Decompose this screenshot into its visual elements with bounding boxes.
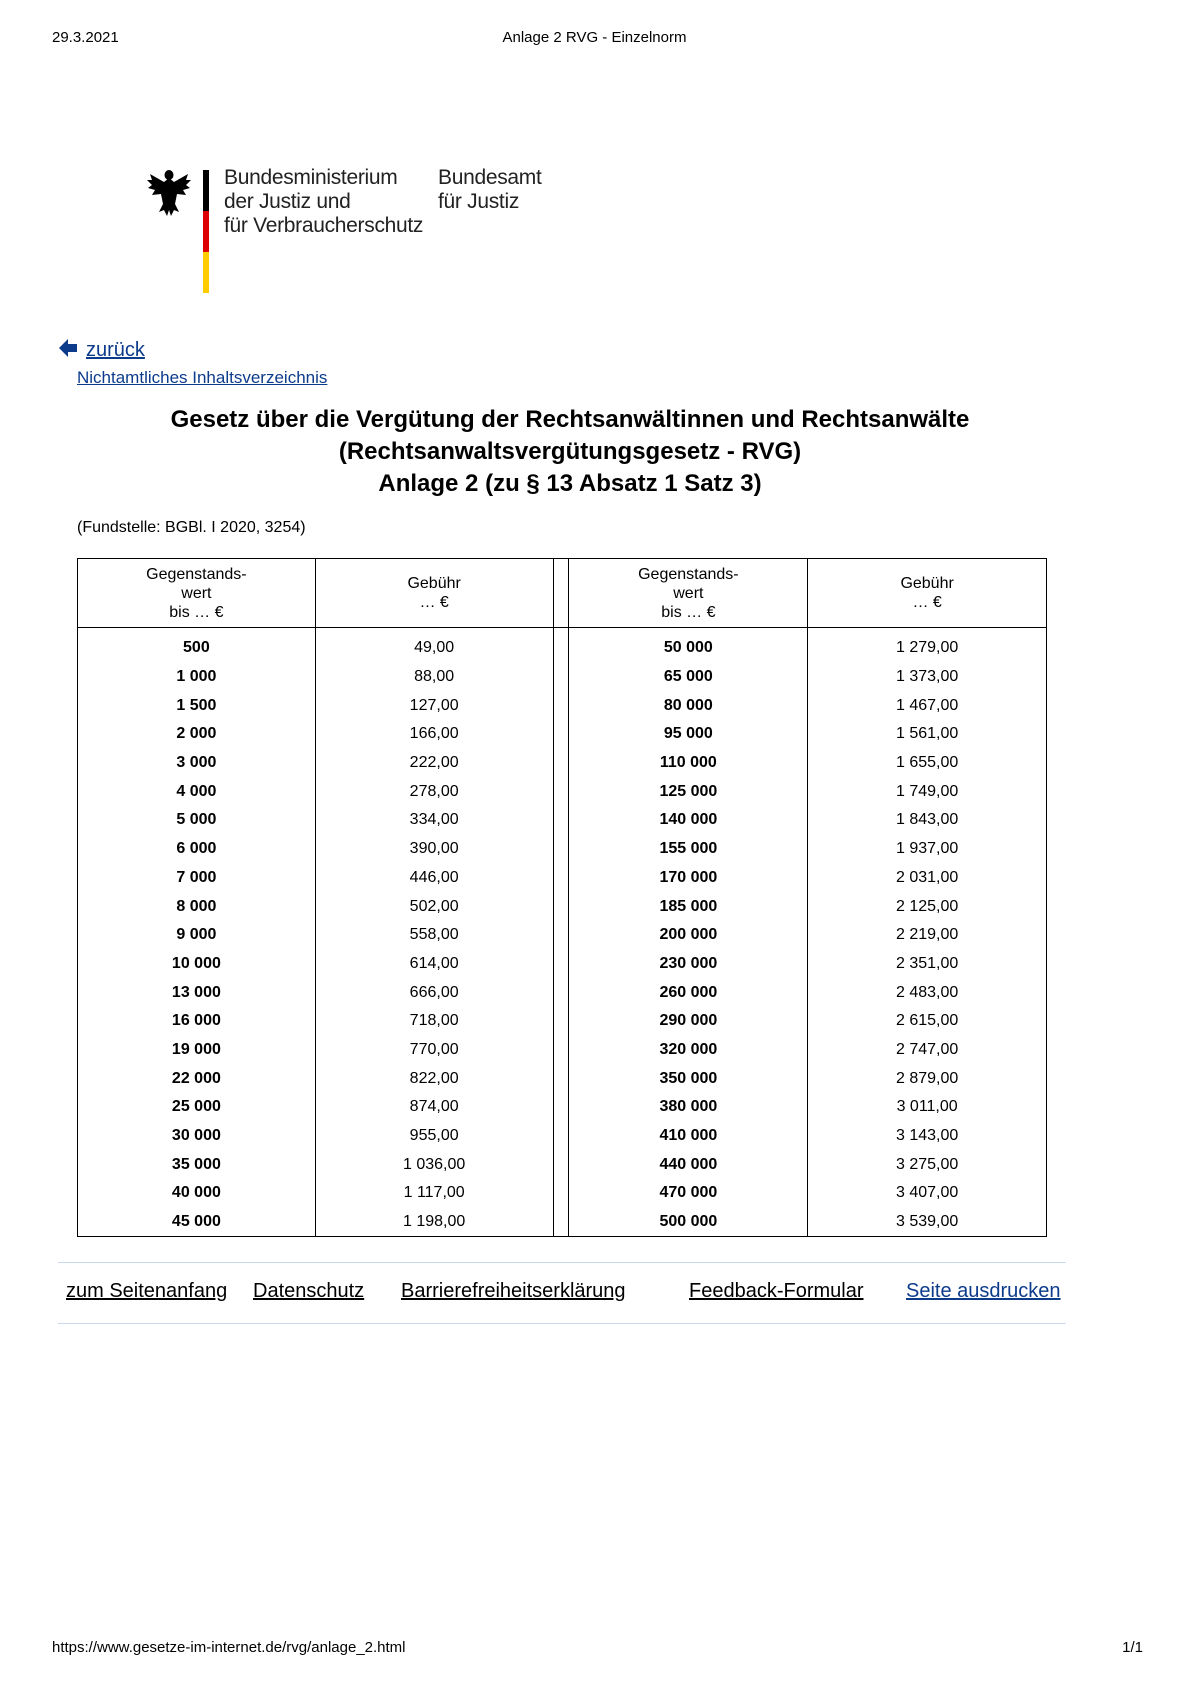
fee-cell: 718,00 — [315, 1007, 553, 1036]
gap-cell — [553, 1093, 569, 1122]
value-cell: 230 000 — [569, 950, 808, 979]
footer-link-feedback[interactable]: Feedback-Formular — [689, 1280, 864, 1302]
gap-cell — [553, 691, 569, 720]
fee-cell: 558,00 — [315, 921, 553, 950]
fee-cell: 2 351,00 — [808, 950, 1047, 979]
value-cell: 1 000 — [78, 663, 316, 692]
gap-cell — [553, 1122, 569, 1151]
value-cell: 30 000 — [78, 1122, 316, 1151]
value-cell: 380 000 — [569, 1093, 808, 1122]
value-cell: 320 000 — [569, 1036, 808, 1065]
table-row — [78, 1179, 1047, 1208]
back-link[interactable]: zurück — [86, 339, 145, 361]
gap-cell — [553, 749, 569, 778]
ministry-name: Bundesministerium der Justiz und für Verbraucherschutz — [224, 166, 424, 237]
value-cell: 125 000 — [569, 777, 808, 806]
fee-cell: 502,00 — [315, 892, 553, 921]
table-row — [78, 1122, 1047, 1151]
value-cell: 470 000 — [569, 1179, 808, 1208]
value-cell: 440 000 — [569, 1150, 808, 1179]
fee-cell: 3 539,00 — [808, 1208, 1047, 1237]
fee-cell: 334,00 — [315, 806, 553, 835]
value-cell: 185 000 — [569, 892, 808, 921]
footer-link-accessibility[interactable]: Barrierefreiheitserklärung — [401, 1280, 626, 1302]
fee-cell: 614,00 — [315, 950, 553, 979]
fee-cell: 222,00 — [315, 749, 553, 778]
value-cell: 35 000 — [78, 1150, 316, 1179]
fee-cell: 3 011,00 — [808, 1093, 1047, 1122]
footer-link-print[interactable]: Seite ausdrucken — [906, 1280, 1061, 1302]
fee-cell: 1 561,00 — [808, 720, 1047, 749]
header-fee-right: Gebühr … € — [808, 559, 1047, 628]
fee-cell: 955,00 — [315, 1122, 553, 1151]
fee-cell: 2 747,00 — [808, 1036, 1047, 1065]
gap-cell — [553, 628, 569, 663]
fee-cell: 1 937,00 — [808, 835, 1047, 864]
document-title: Gesetz über die Vergütung der Rechtsanwältinnen und Rechtsanwälte (Rechtsanwaltsvergütungsgesetz - RVG) Anlage 2 (zu § 13 Absatz 1 Satz 3) — [170, 406, 970, 497]
left-arrow-icon[interactable] — [58, 337, 80, 359]
value-cell: 2 000 — [78, 720, 316, 749]
value-cell: 260 000 — [569, 978, 808, 1007]
fee-cell: 874,00 — [315, 1093, 553, 1122]
value-cell: 80 000 — [569, 691, 808, 720]
fee-cell: 3 275,00 — [808, 1150, 1047, 1179]
fee-cell: 166,00 — [315, 720, 553, 749]
fee-cell: 49,00 — [315, 628, 553, 663]
table-row — [78, 1064, 1047, 1093]
header-value-right: Gegenstands- wert bis … € — [569, 559, 808, 628]
federal-eagle-icon — [146, 168, 192, 218]
table-row — [78, 806, 1047, 835]
value-cell: 350 000 — [569, 1064, 808, 1093]
value-cell: 9 000 — [78, 921, 316, 950]
footer-nav — [58, 1262, 1066, 1324]
header-fee-left: Gebühr … € — [315, 559, 553, 628]
value-cell: 40 000 — [78, 1179, 316, 1208]
fee-cell: 390,00 — [315, 835, 553, 864]
fee-cell: 1 198,00 — [315, 1208, 553, 1237]
value-cell: 13 000 — [78, 978, 316, 1007]
fee-cell: 2 031,00 — [808, 864, 1047, 893]
print-title: Anlage 2 RVG - Einzelnorm — [502, 29, 687, 46]
print-date: 29.3.2021 — [52, 29, 119, 46]
fee-cell: 1 467,00 — [808, 691, 1047, 720]
table-row — [78, 628, 1047, 663]
table-row — [78, 663, 1047, 692]
fee-cell: 278,00 — [315, 777, 553, 806]
fee-cell: 3 407,00 — [808, 1179, 1047, 1208]
gap-cell — [553, 1007, 569, 1036]
value-cell: 6 000 — [78, 835, 316, 864]
table-row — [78, 1036, 1047, 1065]
gap-cell — [553, 1036, 569, 1065]
value-cell: 170 000 — [569, 864, 808, 893]
value-cell: 7 000 — [78, 864, 316, 893]
value-cell: 25 000 — [78, 1093, 316, 1122]
flag-stripe — [203, 170, 209, 293]
table-row — [78, 978, 1047, 1007]
value-cell: 500 000 — [569, 1208, 808, 1237]
gap-cell — [553, 806, 569, 835]
fee-cell: 1 279,00 — [808, 628, 1047, 663]
office-name: Bundesamt für Justiz — [438, 166, 542, 213]
fee-cell: 127,00 — [315, 691, 553, 720]
value-cell: 500 — [78, 628, 316, 663]
value-cell: 5 000 — [78, 806, 316, 835]
value-cell: 16 000 — [78, 1007, 316, 1036]
fee-cell: 2 483,00 — [808, 978, 1047, 1007]
fee-cell: 822,00 — [315, 1064, 553, 1093]
fee-table — [77, 558, 1047, 1237]
value-cell: 140 000 — [569, 806, 808, 835]
value-cell: 1 500 — [78, 691, 316, 720]
fee-cell: 2 879,00 — [808, 1064, 1047, 1093]
value-cell: 200 000 — [569, 921, 808, 950]
table-row — [78, 691, 1047, 720]
gap-cell — [553, 720, 569, 749]
footer-link-privacy[interactable]: Datenschutz — [253, 1280, 365, 1302]
table-row — [78, 864, 1047, 893]
gap-cell — [553, 864, 569, 893]
fee-cell: 666,00 — [315, 978, 553, 1007]
value-cell: 19 000 — [78, 1036, 316, 1065]
fee-cell: 1 373,00 — [808, 663, 1047, 692]
column-gap — [553, 559, 569, 628]
value-cell: 45 000 — [78, 1208, 316, 1237]
ministry-logo — [146, 168, 546, 296]
fee-cell: 2 615,00 — [808, 1007, 1047, 1036]
table-row — [78, 950, 1047, 979]
print-page-number: 1/1 — [1122, 1639, 1143, 1656]
gap-cell — [553, 1208, 569, 1237]
toc-link[interactable]: Nichtamtliches Inhaltsverzeichnis — [77, 368, 328, 387]
value-cell: 410 000 — [569, 1122, 808, 1151]
fee-cell: 3 143,00 — [808, 1122, 1047, 1151]
gap-cell — [553, 835, 569, 864]
fee-cell: 1 843,00 — [808, 806, 1047, 835]
value-cell: 8 000 — [78, 892, 316, 921]
table-row — [78, 921, 1047, 950]
table-row — [78, 720, 1047, 749]
gap-cell — [553, 1179, 569, 1208]
value-cell: 22 000 — [78, 1064, 316, 1093]
table-row — [78, 892, 1047, 921]
gap-cell — [553, 978, 569, 1007]
table-row — [78, 1208, 1047, 1237]
source-reference: (Fundstelle: BGBl. I 2020, 3254) — [77, 519, 306, 536]
fee-cell: 1 117,00 — [315, 1179, 553, 1208]
fee-cell: 2 125,00 — [808, 892, 1047, 921]
value-cell: 155 000 — [569, 835, 808, 864]
value-cell: 290 000 — [569, 1007, 808, 1036]
table-row — [78, 1093, 1047, 1122]
fee-cell: 2 219,00 — [808, 921, 1047, 950]
value-cell: 95 000 — [569, 720, 808, 749]
value-cell: 3 000 — [78, 749, 316, 778]
value-cell: 50 000 — [569, 628, 808, 663]
fee-cell: 446,00 — [315, 864, 553, 893]
gap-cell — [553, 950, 569, 979]
print-url: https://www.gesetze-im-internet.de/rvg/anlage_2.html — [52, 1639, 406, 1656]
fee-cell: 770,00 — [315, 1036, 553, 1065]
value-cell: 110 000 — [569, 749, 808, 778]
table-row — [78, 835, 1047, 864]
table-row — [78, 1007, 1047, 1036]
gap-cell — [553, 921, 569, 950]
table-row — [78, 749, 1047, 778]
back-nav — [58, 337, 145, 362]
footer-link-top[interactable]: zum Seitenanfang — [66, 1280, 228, 1302]
gap-cell — [553, 892, 569, 921]
fee-cell: 88,00 — [315, 663, 553, 692]
gap-cell — [553, 1064, 569, 1093]
value-cell: 10 000 — [78, 950, 316, 979]
header-value-left: Gegenstands- wert bis … € — [78, 559, 316, 628]
table-row — [78, 1150, 1047, 1179]
fee-cell: 1 655,00 — [808, 749, 1047, 778]
table-row — [78, 777, 1047, 806]
value-cell: 65 000 — [569, 663, 808, 692]
gap-cell — [553, 663, 569, 692]
value-cell: 4 000 — [78, 777, 316, 806]
fee-cell: 1 036,00 — [315, 1150, 553, 1179]
fee-cell: 1 749,00 — [808, 777, 1047, 806]
gap-cell — [553, 777, 569, 806]
gap-cell — [553, 1150, 569, 1179]
